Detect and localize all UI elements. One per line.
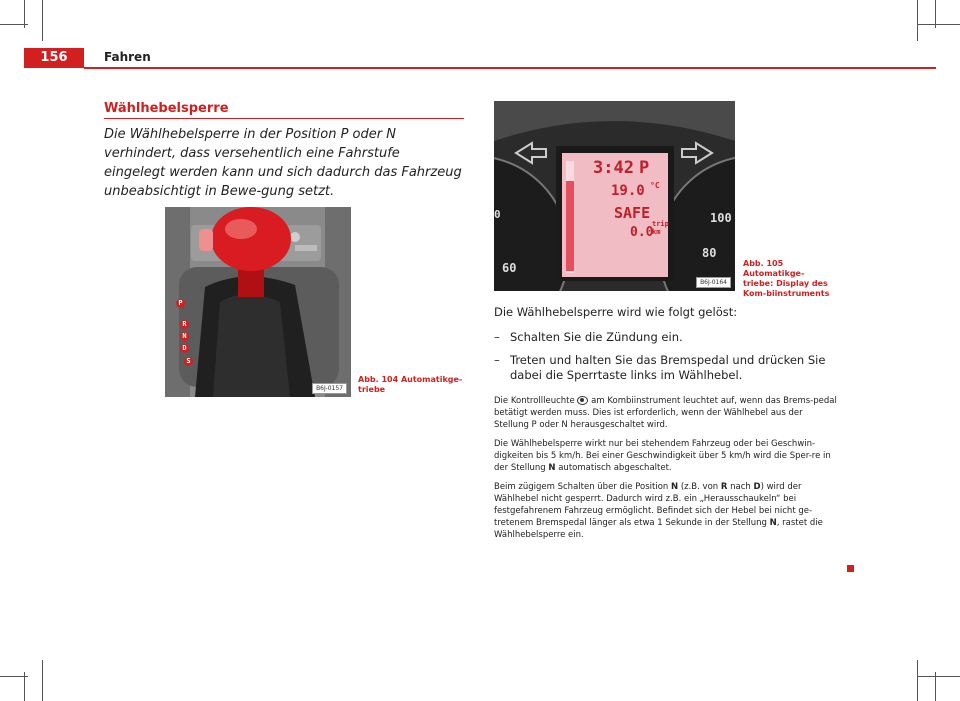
lead-paragraph: Die Wählhebelsperre wird wie folgt gelöst:	[494, 305, 738, 319]
list-item-text: Treten und halten Sie das Bremspedal und drücken Sie dabei die Sperrtaste links im Wählhebel.	[510, 353, 826, 382]
paragraph-speed-limit: Die Wählhebelsperre wirkt nur bei stehendem Fahrzeug oder bei Geschwin-digkeiten bis 5 km/h. Bei einer Geschwindigkeit über 5 km/h wird die Sper-re in der Stellung N automatisch abgeschaltet.	[494, 439, 831, 473]
crop-mark	[42, 0, 43, 41]
body-text	[494, 305, 839, 548]
paragraph-warning-lamp: Die Kontrollleuchte am Kombiinstrument leuchtet auf, wenn das Brems-pedal betätigt werden muss. Dies ist erforderlich, wenn der Wählhebel aus der Stellung P oder N herausgeschaltet wird.	[494, 396, 837, 430]
list-item: – Schalten Sie die Zündung ein.	[494, 330, 683, 344]
gauge-label: 60	[502, 261, 517, 275]
chapter-title: Fahren	[104, 50, 151, 64]
gauge-label: 0	[494, 208, 501, 221]
list-item-text: Schalten Sie die Zündung ein.	[510, 330, 683, 344]
section-end-marker	[847, 565, 854, 572]
crop-mark	[0, 676, 28, 677]
header-rule	[84, 67, 936, 69]
list-item: – Treten und halten Sie das Bremspedal und drücken Sie dabei die Sperrtaste links im Wählhebel.	[494, 353, 826, 382]
crop-mark	[42, 660, 43, 701]
gear-label-r: R	[180, 320, 189, 329]
gear-selector-photo	[165, 207, 351, 397]
display-trip-label: trip	[652, 220, 669, 228]
figure-code: B6J-0164	[696, 277, 731, 288]
gear-label-p: P	[176, 299, 185, 308]
gauge-label: 100	[710, 211, 732, 225]
display-time: 3:42	[593, 158, 634, 178]
figure-caption: Abb. 105 Automatikge-triebe: Display des Kom-biinstruments	[743, 259, 830, 298]
gear-label-s: S	[184, 357, 193, 366]
crop-mark	[917, 676, 960, 677]
figure-code: B6J-0157	[312, 383, 347, 394]
crop-mark	[0, 24, 28, 25]
section-intro: Die Wählhebelsperre in der Position P oder N verhindert, dass versehentlich eine Fahrstufe eingelegt werden kann und sich dadurch das Fahrzeug unbeabsichtigt in Bewe-gung setzt.	[104, 127, 462, 199]
section-title: Wählhebelsperre	[104, 101, 229, 116]
gear-label-d: D	[180, 344, 189, 353]
gauge-label: 80	[702, 246, 717, 260]
display-temperature-unit: °C	[650, 181, 660, 190]
figure-caption: Abb. 104 Automatikge-triebe	[358, 375, 463, 394]
crop-mark	[917, 660, 918, 701]
display-trip-value: 0.0	[630, 225, 654, 240]
paragraph-quick-shift: Beim zügigem Schalten über die Position N (z.B. von R nach D) wird der Wählhebel nicht gesperrt. Dadurch wird z.B. ein „Herausschaukeln“ bei festgefahrenem Fahrzeug ermöglicht. Befindet sich der Hebel bei nicht ge-tretenem Bremspedal länger als etwa 1 Sekunde in der Stellung N, rastet die Wählhebelsperre ein.	[494, 482, 823, 540]
gear-selector-illustration	[165, 207, 351, 397]
instrument-display-photo	[494, 101, 735, 291]
brake-warning-lamp-icon	[577, 396, 588, 405]
crop-mark	[917, 0, 918, 41]
section-rule	[104, 118, 464, 119]
display-temperature: 19.0	[611, 183, 645, 199]
page-number: 156	[24, 48, 84, 68]
gear-label-n: N	[180, 332, 189, 341]
display-trip-unit: km	[652, 228, 661, 236]
crop-mark	[917, 24, 960, 25]
display-gear: P	[639, 158, 650, 178]
display-message: SAFE	[614, 204, 651, 222]
